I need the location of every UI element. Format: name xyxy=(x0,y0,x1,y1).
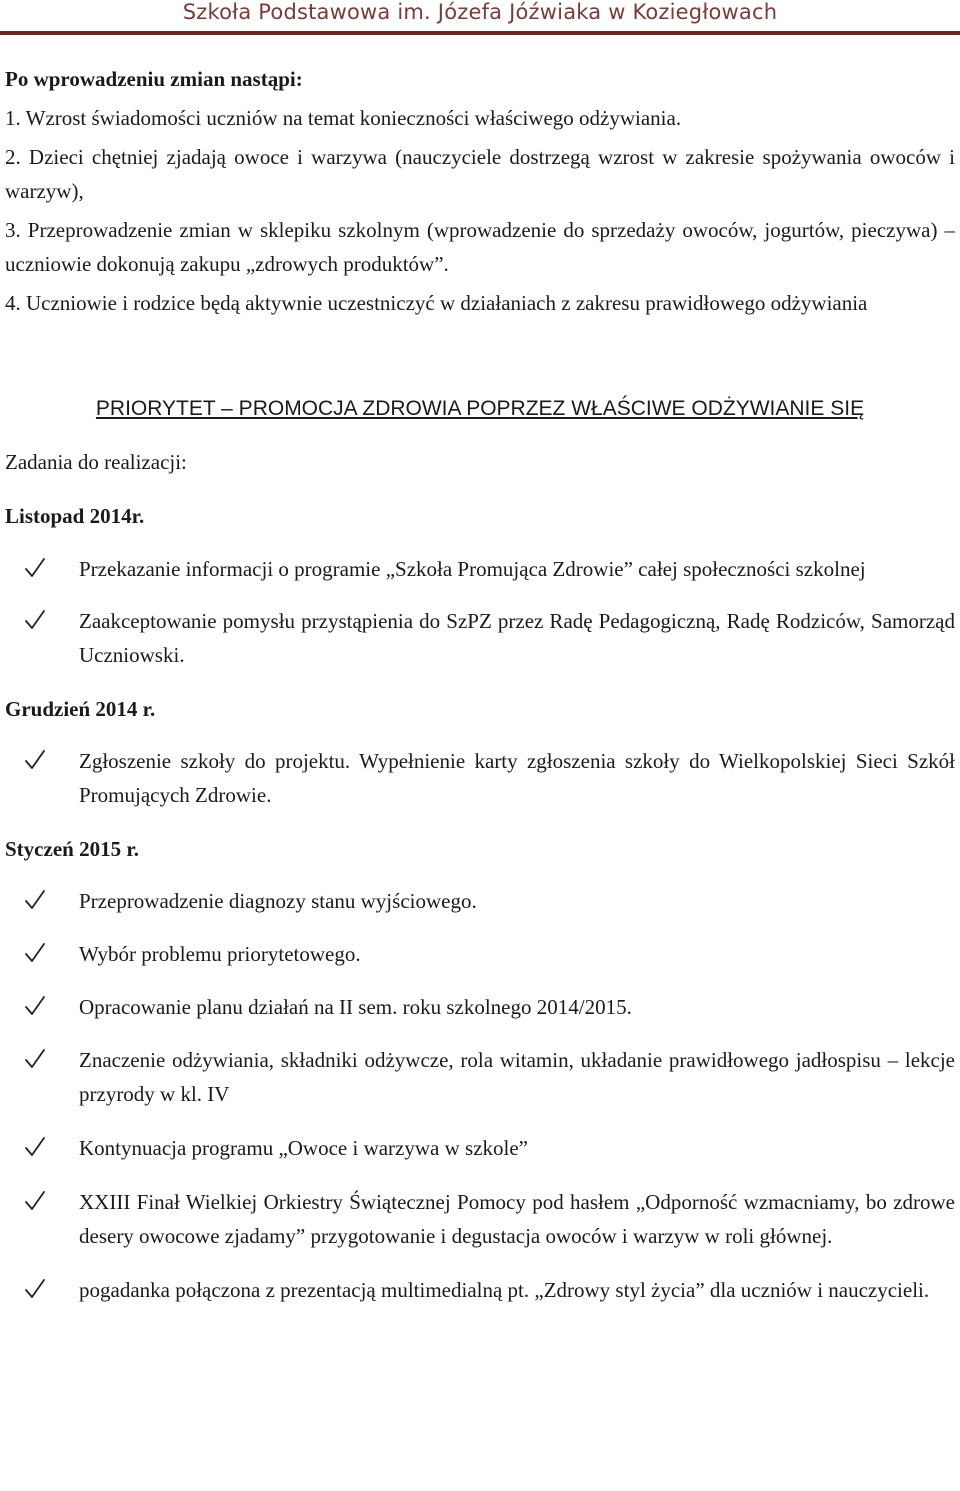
header-rule xyxy=(0,31,960,35)
task-item xyxy=(5,1185,955,1253)
checkmark-icon xyxy=(23,1043,47,1077)
checkmark-icon xyxy=(23,552,47,586)
checkmark-icon xyxy=(23,604,47,638)
task-text: Znaczenie odżywiania, składniki odżywcze, rola witamin, układanie prawidłowego jadłospisu – lekcje przyrody w kl. IV xyxy=(79,1048,955,1106)
outcome-item: 1. Wzrost świadomości uczniów na temat konieczności właściwego odżywiania. xyxy=(5,106,682,130)
checkmark-icon xyxy=(23,937,47,971)
task-text: Zgłoszenie szkoły do projektu. Wypełnienie karty zgłoszenia szkoły do Wielkopolskiej Sieci Szkół Promujących Zdrowie. xyxy=(79,749,955,807)
checkmark-icon xyxy=(23,884,47,918)
task-item xyxy=(5,744,955,812)
task-item xyxy=(5,937,955,971)
checkmark-icon xyxy=(23,990,47,1024)
task-text: Przekazanie informacji o programie „Szkoła Promująca Zdrowie” całej społeczności szkolnej xyxy=(79,557,866,581)
school-name: Szkoła Podstawowa im. Józefa Jóźwiaka w Koziegłowach xyxy=(182,0,778,24)
checkmark-icon xyxy=(23,1131,47,1165)
task-list xyxy=(5,884,955,1307)
month-heading: Listopad 2014r. xyxy=(5,504,145,528)
priority-heading: PRIORYTET – PROMOCJA ZDROWIA POPRZEZ WŁAŚCIWE ODŻYWIANIE SIĘ xyxy=(95,397,865,420)
task-text: pogadanka połączona z prezentacją multimedialną pt. „Zdrowy styl życia” dla uczniów i nauczycieli. xyxy=(79,1278,930,1302)
checkmark-icon xyxy=(23,1185,47,1219)
document-body xyxy=(5,62,955,1307)
month-heading: Grudzień 2014 r. xyxy=(5,697,156,721)
task-item xyxy=(5,552,955,586)
outcomes-list xyxy=(5,101,955,320)
checkmark-icon xyxy=(23,744,47,778)
task-text: Kontynuacja programu „Owoce i warzywa w szkole” xyxy=(79,1136,528,1160)
task-list xyxy=(5,744,955,812)
task-item xyxy=(5,1043,955,1111)
task-text: Przeprowadzenie diagnozy stanu wyjściowego. xyxy=(79,889,477,913)
task-text: Wybór problemu priorytetowego. xyxy=(79,942,361,966)
intro-heading: Po wprowadzeniu zmian nastąpi: xyxy=(5,67,303,91)
task-item xyxy=(5,884,955,918)
task-list xyxy=(5,552,955,672)
outcome-item: 2. Dzieci chętniej zjadają owoce i warzywa (nauczyciele dostrzegą wzrost w zakresie spożywania owoców i warzyw), xyxy=(5,145,955,203)
task-item xyxy=(5,990,955,1024)
outcome-item: 3. Przeprowadzenie zmian w sklepiku szkolnym (wprowadzenie do sprzedaży owoców, jogurtów, pieczywa) – uczniowie dokonują zakupu „zdrowych produktów”. xyxy=(5,218,955,276)
task-text: XXIII Finał Wielkiej Orkiestry Świątecznej Pomocy pod hasłem „Odporność wzmacniamy, bo zdrowe desery owocowe zjadamy” przygotowanie i degustacja owoców i warzyw w roli głównej. xyxy=(79,1190,955,1248)
task-item xyxy=(5,1273,955,1307)
checkmark-icon xyxy=(23,1273,47,1307)
task-item xyxy=(5,1131,955,1165)
outcome-item: 4. Uczniowie i rodzice będą aktywnie uczestniczyć w działaniach z zakresu prawidłowego odżywiania xyxy=(5,291,868,315)
task-item xyxy=(5,604,955,672)
month-heading: Styczeń 2015 r. xyxy=(5,837,139,861)
task-text: Opracowanie planu działań na II sem. roku szkolnego 2014/2015. xyxy=(79,995,632,1019)
task-text: Zaakceptowanie pomysłu przystąpienia do SzPZ przez Radę Pedagogiczną, Radę Rodziców, Samorząd Uczniowski. xyxy=(79,609,955,667)
tasks-label: Zadania do realizacji: xyxy=(5,450,187,474)
